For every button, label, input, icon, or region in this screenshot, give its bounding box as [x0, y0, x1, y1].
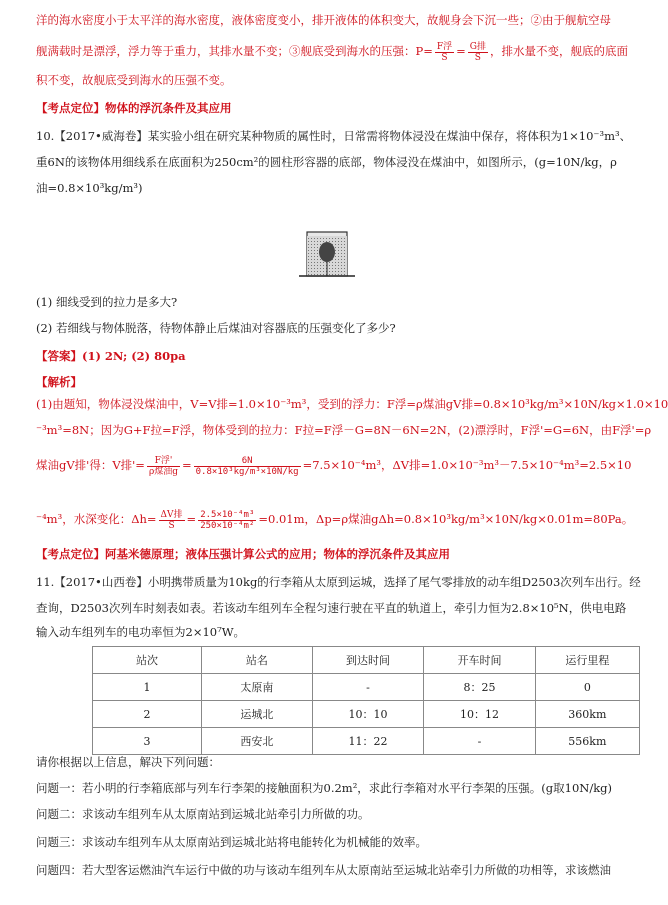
q10-solution-text-4b: =0.01m，Δp=ρ煤油gΔh=0.8×10³kg/m³×10N/kg×0.01m=80Pa。: [258, 512, 634, 526]
q10-subquestion-1: (1) 细线受到的拉力是多大?: [36, 295, 178, 309]
table-header-cell: 到达时间: [312, 647, 423, 674]
table-cell: 1: [93, 674, 202, 701]
q11-problem-1: 问题一：若小明的行李箱底部与列车行李架的接触面积为0.2m²，求此行李箱对水平行李架的压强。(g取10N/kg): [36, 781, 613, 795]
q11-line-1: 11.【2017•山西卷】小明携带质量为10kg的行李箱从太原到运城，选择了尾气零排放的动车组D2503次列车出行。经: [36, 575, 641, 589]
q10-solution-text-3b: =7.5×10⁻⁴m³，ΔV排=1.0×10⁻³m³－7.5×10⁻⁴m³=2.5×10: [302, 458, 632, 472]
q11-problem-3: 问题三：求该动车组列车从太原南站到运城北站将电能转化为机械能的效率。: [36, 835, 427, 849]
q10-solution-text-4a: ⁻⁴m³，水深变化：Δh=: [36, 512, 157, 526]
q10-solution-text-3a: 煤油gV排'得：V排'=: [36, 458, 145, 472]
table-header-cell: 站次: [93, 647, 202, 674]
kaodian-1: 【考点定位】物体的浮沉条件及其应用: [36, 101, 232, 115]
q10-line-2: 重6N的该物体用细线系在底面积为250cm²的圆柱形容器的底部，物体浸没在煤油中，如图所示，(g=10N/kg，ρ: [36, 155, 617, 169]
formula-fraction-5: $\frac{\text{ΔV排}}{S}$: [160, 509, 183, 531]
table-row: [93, 674, 640, 701]
table-row: [93, 728, 640, 755]
kaodian-2: 【考点定位】阿基米德原理；液体压强计算公式的应用；物体的浮沉条件及其应用: [36, 547, 450, 561]
prev-solution-line-2: [36, 36, 628, 66]
table-cell: 10：12: [424, 701, 535, 728]
table-cell: 360km: [535, 701, 639, 728]
table-header-cell: 站名: [201, 647, 312, 674]
q11-line-2: 查询，D2503次列车时刻表如表。若该动车组列车全程匀速行驶在平直的轨道上，牵引力恒为2.8×10⁵N，供电电路: [36, 601, 627, 615]
prev-solution-line-3: 积不变，故舰底受到海水的压强不变。: [36, 73, 232, 87]
equals-sign: =: [456, 44, 466, 58]
q11-problem-2: 问题二：求该动车组列车从太原南站到运城北站牵引力所做的功。: [36, 807, 370, 821]
q10-solution-line-2: ⁻³m³=8N；因为G+F拉=F浮，物体受到的拉力：F拉=F浮－G=8N－6N=2N，(2)漂浮时，F浮'=G=6N，由F浮'=ρ: [36, 423, 652, 437]
table-cell: 3: [93, 728, 202, 755]
table-cell: -: [424, 728, 535, 755]
table-cell: 西安北: [201, 728, 312, 755]
table-cell: -: [312, 674, 423, 701]
table-header-row: [93, 647, 640, 674]
formula-fraction-4: $\frac{6N}{\text{0.8×10³kg/m³×10N/kg}}$: [195, 455, 299, 477]
table-row: [93, 701, 640, 728]
q11-intro: 请你根据以上信息，解决下列问题：: [36, 755, 220, 769]
q11-problem-4: 问题四：若大型客运燃油汽车运行中做的功与该动车组列车从太原南站至运城北站牵引力所做的功相等，求该燃油: [36, 863, 611, 877]
container-figure: [295, 228, 359, 284]
table-cell: 11：22: [312, 728, 423, 755]
q10-solution-line-3: [36, 448, 632, 482]
q10-subquestion-2: (2) 若细线与物体脱落，待物体静止后煤油对容器底的压强变化了多少?: [36, 321, 396, 335]
equals-sign: =: [186, 512, 197, 526]
formula-fraction-6: $\frac{\text{2.5×10⁻⁴m³}}{\text{250×10⁻⁴m²}}$: [200, 509, 255, 531]
q10-jiexi-label: 【解析】: [36, 375, 82, 389]
table-cell: 太原南: [201, 674, 312, 701]
q10-solution-line-4: [36, 502, 634, 536]
train-schedule-table: [92, 646, 640, 755]
q10-solution-line-1: (1)由题知，物体浸没煤油中，V=V排=1.0×10⁻³m³，受到的浮力：F浮=ρ煤油gV排=0.8×10³kg/m³×10N/kg×1.0×10: [36, 397, 668, 411]
q10-line-3: 油=0.8×10³kg/m³): [36, 181, 143, 195]
table-cell: 556km: [535, 728, 639, 755]
prev-solution-line-1: 洋的海水密度小于太平洋的海水密度，液体密度变小，排开液体的体积变大，故舰身会下沉一些；②由于舰航空母: [36, 13, 611, 27]
table-header-cell: 运行里程: [535, 647, 639, 674]
table-header-cell: 开车时间: [424, 647, 535, 674]
formula-fraction-3: $\frac{\text{F浮'}}{\text{ρ煤油g}}$: [148, 455, 178, 477]
equals-sign: =: [182, 458, 192, 472]
q10-answer: 【答案】(1) 2N; (2) 80pa: [36, 349, 186, 363]
table-cell: 2: [93, 701, 202, 728]
table-cell: 10：10: [312, 701, 423, 728]
formula-fraction-1: $\frac{\text{F浮}}{S}$: [436, 41, 453, 63]
formula-fraction-2: $\frac{\text{G排}}{S}$: [469, 41, 486, 63]
q11-line-3: 输入动车组列车的电功率恒为2×10⁷W。: [36, 625, 246, 639]
prev-solution-text-a: 舰满载时是漂浮，浮力等于重力，其排水量不变；③舰底受到海水的压强：P=: [36, 44, 433, 58]
q10-line-1: 10.【2017•威海卷】某实验小组在研究某种物质的属性时，日常需将物体浸没在煤油中保存，将体积为1×10⁻³m³、: [36, 129, 632, 143]
table-cell: 0: [535, 674, 639, 701]
table-cell: 8：25: [424, 674, 535, 701]
prev-solution-text-b: ，排水量不变，舰底的底面: [489, 44, 628, 58]
table-cell: 运城北: [201, 701, 312, 728]
